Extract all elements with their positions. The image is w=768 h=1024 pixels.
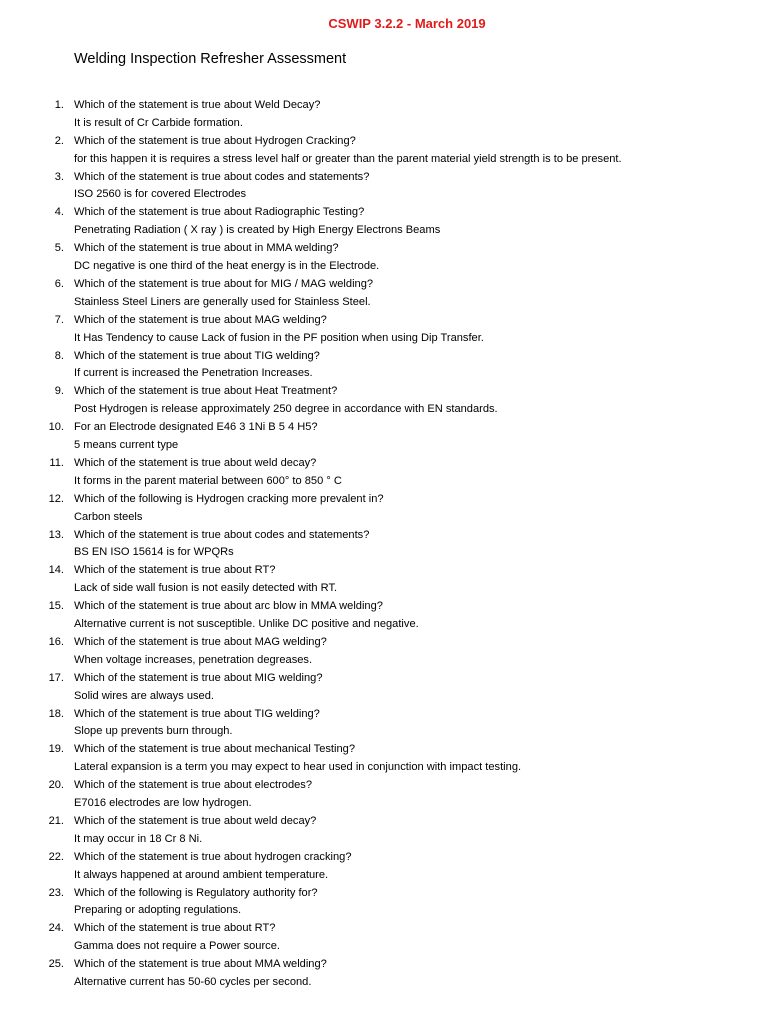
question-number: 22. — [48, 850, 64, 863]
question-item — [0, 133, 768, 169]
question-text: Which of the statement is true about MMA welding? — [74, 958, 327, 971]
answer-text: for this happen it is requires a stress level half or greater than the parent material yield strength is to be present. — [74, 152, 622, 165]
question-item — [0, 383, 768, 419]
question-item — [0, 97, 768, 133]
question-text: Which of the statement is true about weld decay? — [74, 456, 317, 469]
question-number: 13. — [48, 528, 64, 541]
answer-text: Stainless Steel Liners are generally used for Stainless Steel. — [74, 295, 371, 308]
question-number: 14. — [48, 564, 64, 577]
question-text: Which of the statement is true about in MMA welding? — [74, 242, 339, 255]
question-item — [0, 419, 768, 455]
answer-text: Lateral expansion is a term you may expect to hear used in conjunction with impact testing. — [74, 761, 522, 774]
question-number: 16. — [48, 635, 64, 648]
answer-text: It forms in the parent material between 600° to 850 ° C — [74, 474, 342, 487]
answer-text: Alternative current is not susceptible. Unlike DC positive and negative. — [74, 618, 419, 631]
question-text: Which of the statement is true about codes and statements? — [74, 528, 370, 541]
question-number: 7. — [54, 313, 64, 326]
answer-text: When voltage increases, penetration degreases. — [74, 653, 313, 666]
answer-text: Alternative current has 50-60 cycles per second. — [74, 976, 312, 989]
question-number: 19. — [48, 743, 64, 756]
question-number: 9. — [54, 385, 64, 398]
answer-text: Preparing or adopting regulations. — [74, 904, 242, 917]
question-text: Which of the statement is true about TIG welding? — [74, 707, 320, 720]
answer-text: Slope up prevents burn through. — [74, 725, 233, 738]
question-number: 21. — [48, 814, 64, 827]
question-item — [0, 204, 768, 240]
question-text: Which of the statement is true about MAG welding? — [74, 313, 327, 326]
answer-text: ISO 2560 is for covered Electrodes — [74, 188, 247, 201]
question-text: Which of the statement is true about for MIG / MAG welding? — [74, 277, 374, 290]
question-text: Which of the statement is true about TIG welding? — [74, 349, 320, 362]
answer-text: E7016 electrodes are low hydrogen. — [74, 797, 252, 810]
answer-text: BS EN ISO 15614 is for WPQRs — [74, 546, 234, 559]
question-item — [0, 240, 768, 276]
question-item — [0, 777, 768, 813]
question-item — [0, 169, 768, 205]
question-item — [0, 956, 768, 992]
answer-text: It always happened at around ambient temperature. — [74, 868, 329, 881]
question-text: Which of the statement is true about weld decay? — [74, 814, 317, 827]
question-item — [0, 670, 768, 706]
answer-text: It may occur in 18 Cr 8 Ni. — [74, 832, 203, 845]
question-text: Which of the statement is true about Radiographic Testing? — [74, 206, 365, 219]
question-text: Which of the statement is true about Hydrogen Cracking? — [74, 134, 356, 147]
question-item — [0, 634, 768, 670]
document-title: Welding Inspection Refresher Assessment — [74, 51, 347, 67]
question-number: 18. — [48, 707, 64, 720]
question-item — [0, 455, 768, 491]
question-number: 3. — [54, 170, 64, 183]
answer-text: 5 means current type — [74, 439, 179, 452]
answer-text: It Has Tendency to cause Lack of fusion in the PF position when using Dip Transfer. — [74, 331, 484, 344]
question-item — [0, 741, 768, 777]
question-item — [0, 491, 768, 527]
answer-text: If current is increased the Penetration Increases. — [74, 367, 313, 380]
question-number: 15. — [48, 600, 64, 613]
answer-text: Post Hydrogen is release approximately 250 degree in accordance with EN standards. — [74, 403, 498, 416]
question-item — [0, 312, 768, 348]
question-text: For an Electrode designated E46 3 1Ni B 5 4 H5? — [74, 421, 318, 434]
question-text: Which of the statement is true about mechanical Testing? — [74, 743, 355, 756]
question-number: 5. — [54, 242, 64, 255]
question-item — [0, 849, 768, 885]
question-number: 17. — [48, 671, 64, 684]
question-text: Which of the statement is true about Heat Treatment? — [74, 385, 338, 398]
question-item — [0, 527, 768, 563]
answer-text: DC negative is one third of the heat energy is in the Electrode. — [74, 260, 380, 273]
question-number: 10. — [48, 421, 64, 434]
question-item — [0, 885, 768, 921]
question-text: Which of the statement is true about hydrogen cracking? — [74, 850, 352, 863]
question-number: 24. — [48, 922, 64, 935]
question-number: 20. — [48, 779, 64, 792]
question-text: Which of the statement is true about electrodes? — [74, 779, 313, 792]
question-number: 1. — [54, 99, 64, 111]
answer-text: It is result of Cr Carbide formation. — [74, 116, 243, 129]
question-text: Which of the statement is true about Weld Decay? — [74, 99, 321, 111]
question-text: Which of the following is Regulatory authority for? — [74, 886, 318, 899]
question-text: Which of the statement is true about MAG welding? — [74, 635, 327, 648]
question-text: Which of the statement is true about arc blow in MMA welding? — [74, 600, 383, 613]
question-number: 2. — [54, 134, 64, 147]
question-text: Which of the statement is true about MIG welding? — [74, 671, 323, 684]
answer-text: Solid wires are always used. — [74, 689, 214, 702]
question-text: Which of the following is Hydrogen cracking more prevalent in? — [74, 492, 384, 505]
question-number: 12. — [48, 492, 64, 505]
question-number: 11. — [49, 456, 64, 469]
document-header: CSWIP 3.2.2 - March 2019 — [328, 16, 486, 31]
answer-text: Gamma does not require a Power source. — [74, 940, 280, 953]
question-item — [0, 562, 768, 598]
question-item — [0, 348, 768, 384]
question-number: 4. — [54, 206, 64, 219]
question-item — [0, 920, 768, 956]
question-text: Which of the statement is true about RT? — [74, 922, 276, 935]
question-list — [0, 97, 768, 992]
answer-text: Carbon steels — [74, 510, 143, 523]
question-number: 6. — [54, 277, 64, 290]
question-number: 23. — [48, 886, 64, 899]
question-item — [0, 813, 768, 849]
question-text: Which of the statement is true about codes and statements? — [74, 170, 370, 183]
question-number: 25. — [48, 958, 64, 971]
question-text: Which of the statement is true about RT? — [74, 564, 276, 577]
question-number: 8. — [54, 349, 64, 362]
question-item — [0, 598, 768, 634]
answer-text: Lack of side wall fusion is not easily detected with RT. — [74, 582, 338, 595]
answer-text: Penetrating Radiation ( X ray ) is created by High Energy Electrons Beams — [74, 224, 441, 237]
question-item — [0, 276, 768, 312]
question-item — [0, 706, 768, 742]
